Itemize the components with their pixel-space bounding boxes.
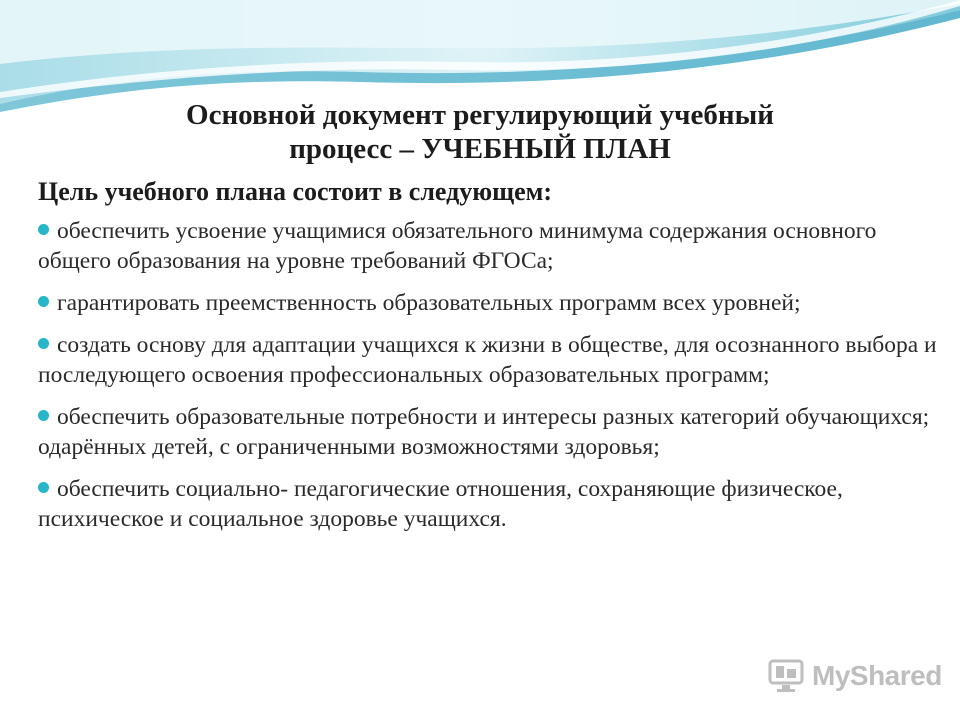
slide-subtitle: Цель учебного плана состоит в следующем: <box>38 177 552 206</box>
slide-title <box>60 98 900 166</box>
list-item <box>38 330 950 390</box>
bullet-dot-icon <box>38 482 49 493</box>
list-item <box>38 474 950 534</box>
slide-title-line-2: процесс – УЧЕБНЫЙ ПЛАН <box>289 133 671 165</box>
bullet-text: гарантировать преемственность образовательных программ всех уровней; <box>57 290 801 316</box>
list-item <box>38 402 950 462</box>
bullet-list <box>38 216 950 546</box>
watermark <box>768 656 942 696</box>
bullet-text: создать основу для адаптации учащихся к жизни в обществе, для осознанного выбора и последующего освоения профессиональных образовательных программ; <box>38 332 937 388</box>
slide-title-line-1: Основной документ регулирующий учебный <box>186 99 774 131</box>
bullet-dot-icon <box>38 224 49 235</box>
monitor-logo-icon <box>768 658 808 694</box>
list-item <box>38 216 950 276</box>
bullet-text: обеспечить образовательные потребности и интересы разных категорий обучающихся; одарённых детей, с ограниченными возможностями здоровья; <box>38 404 930 460</box>
bullet-dot-icon <box>38 410 49 421</box>
watermark-text: MyShared <box>812 660 942 691</box>
bullet-text: обеспечить усвоение учащимися обязательного минимума содержания основного общего образования на уровне требований ФГОСа; <box>38 218 877 274</box>
bullet-text: обеспечить социально- педагогические отношения, сохраняющие физическое, психическое и социальное здоровье учащихся. <box>38 476 843 532</box>
bullet-dot-icon <box>38 296 49 307</box>
bullet-dot-icon <box>38 338 49 349</box>
list-item <box>38 288 950 318</box>
